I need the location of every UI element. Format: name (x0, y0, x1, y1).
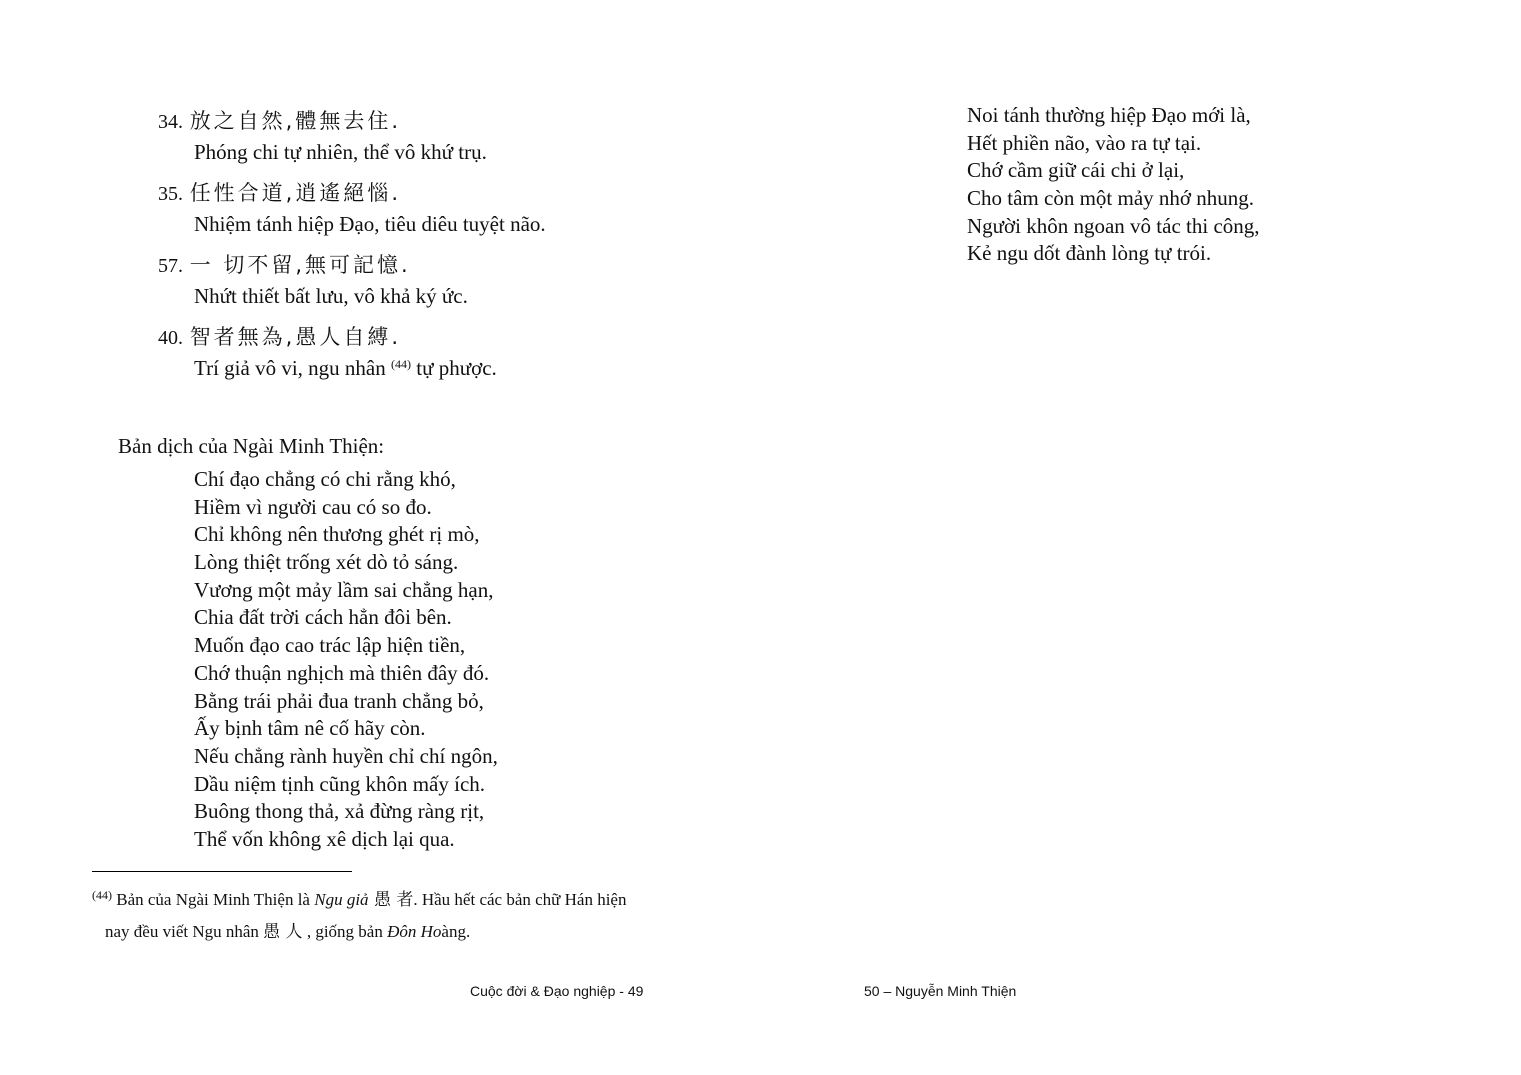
poem-line: Chớ thuận nghịch mà thiên đây đó. (194, 660, 490, 685)
poem-line: Cho tâm còn một mảy nhớ nhung. (967, 186, 1254, 211)
poem-line: Nếu chẳng rành huyền chỉ chí ngôn, (194, 743, 498, 768)
footnote-separator (92, 871, 352, 872)
verse-35 (158, 178, 718, 240)
translation-poem-continued (967, 102, 1260, 268)
verse-number: 34. (158, 111, 183, 133)
poem-line: Kẻ ngu dốt đành lòng tự trói. (967, 241, 1212, 266)
verse-chinese: 任性合道,逍遙絕惱. (189, 181, 402, 205)
page-footer-right: 50 – Nguyễn Minh Thiện (864, 983, 1017, 999)
verse-number: 57. (158, 255, 183, 277)
poem-line: Chỉ không nên thương ghét rị mò, (194, 522, 480, 547)
poem-line: Hiềm vì người cau có so đo. (194, 494, 432, 519)
footnote-reference[interactable]: (44) (390, 357, 411, 371)
page-footer-left: Cuộc đời & Đạo nghiệp - 49 (470, 983, 644, 999)
verse-number: 35. (158, 183, 183, 205)
verse-57 (158, 250, 718, 312)
poem-line: Người khôn ngoan vô tác thi công, (967, 213, 1260, 238)
poem-line: Vương một mảy lầm sai chẳng hạn, (194, 577, 494, 602)
footnote-44 (92, 884, 662, 948)
verse-transliteration: Trí giả vô vi, ngu nhân $^{(44)}$ tự phược. (194, 356, 497, 380)
footnote-line-2: nay đều viết Ngu nhân 愚 人 , giống bản Đôn Hoàng. (105, 922, 471, 942)
poem-line: Bằng trái phải đua tranh chẳng bỏ, (194, 688, 484, 713)
verse-40 (158, 322, 718, 384)
verse-transliteration: Nhiệm tánh hiệp Đạo, tiêu diêu tuyệt não. (194, 212, 546, 236)
poem-line: Chia đất trời cách hẳn đôi bên. (194, 605, 452, 630)
poem-line: Buông thong thả, xả đừng ràng rịt, (194, 799, 485, 824)
poem-line: Ấy bịnh tâm nê cố hãy còn. (194, 716, 426, 741)
footnote-line-1: $^{(44)}$ Bản của Ngài Minh Thiện là Ngu giả 愚 者. Hầu hết các bản chữ Hán hiện (92, 888, 627, 910)
verse-chinese: 放之自然,體無去住. (189, 109, 402, 133)
poem-line: Chí đạo chẳng có chi rằng khó, (194, 467, 456, 491)
poem-line: Thể vốn không xê dịch lại qua. (194, 826, 455, 851)
poem-line: Lòng thiệt trống xét dò tỏ sáng. (194, 550, 459, 575)
verse-number: 40. (158, 327, 183, 349)
verse-list (158, 106, 718, 394)
poem-line: Dầu niệm tịnh cũng khôn mấy ích. (194, 771, 486, 796)
footnote-marker: (44) (92, 888, 112, 902)
poem-line: Muốn đạo cao trác lập hiện tiền, (194, 633, 466, 658)
left-page (0, 0, 760, 1075)
verse-34 (158, 106, 718, 168)
translation-poem (194, 466, 498, 854)
poem-line: Chớ cầm giữ cái chi ở lại, (967, 158, 1185, 183)
verse-chinese: 智者無為,愚人自縛. (189, 325, 402, 349)
poem-line: Hết phiền não, vào ra tự tại. (967, 130, 1202, 155)
poem-line: Noi tánh thường hiệp Đạo mới là, (967, 103, 1251, 127)
verse-transliteration: Phóng chi tự nhiên, thể vô khứ trụ. (194, 140, 487, 164)
verse-chinese: 一 切不留,無可記憶. (189, 253, 411, 277)
translation-heading: Bản dịch của Ngài Minh Thiện: (118, 434, 385, 458)
verse-transliteration: Nhứt thiết bất lưu, vô khả ký ức. (194, 284, 468, 308)
